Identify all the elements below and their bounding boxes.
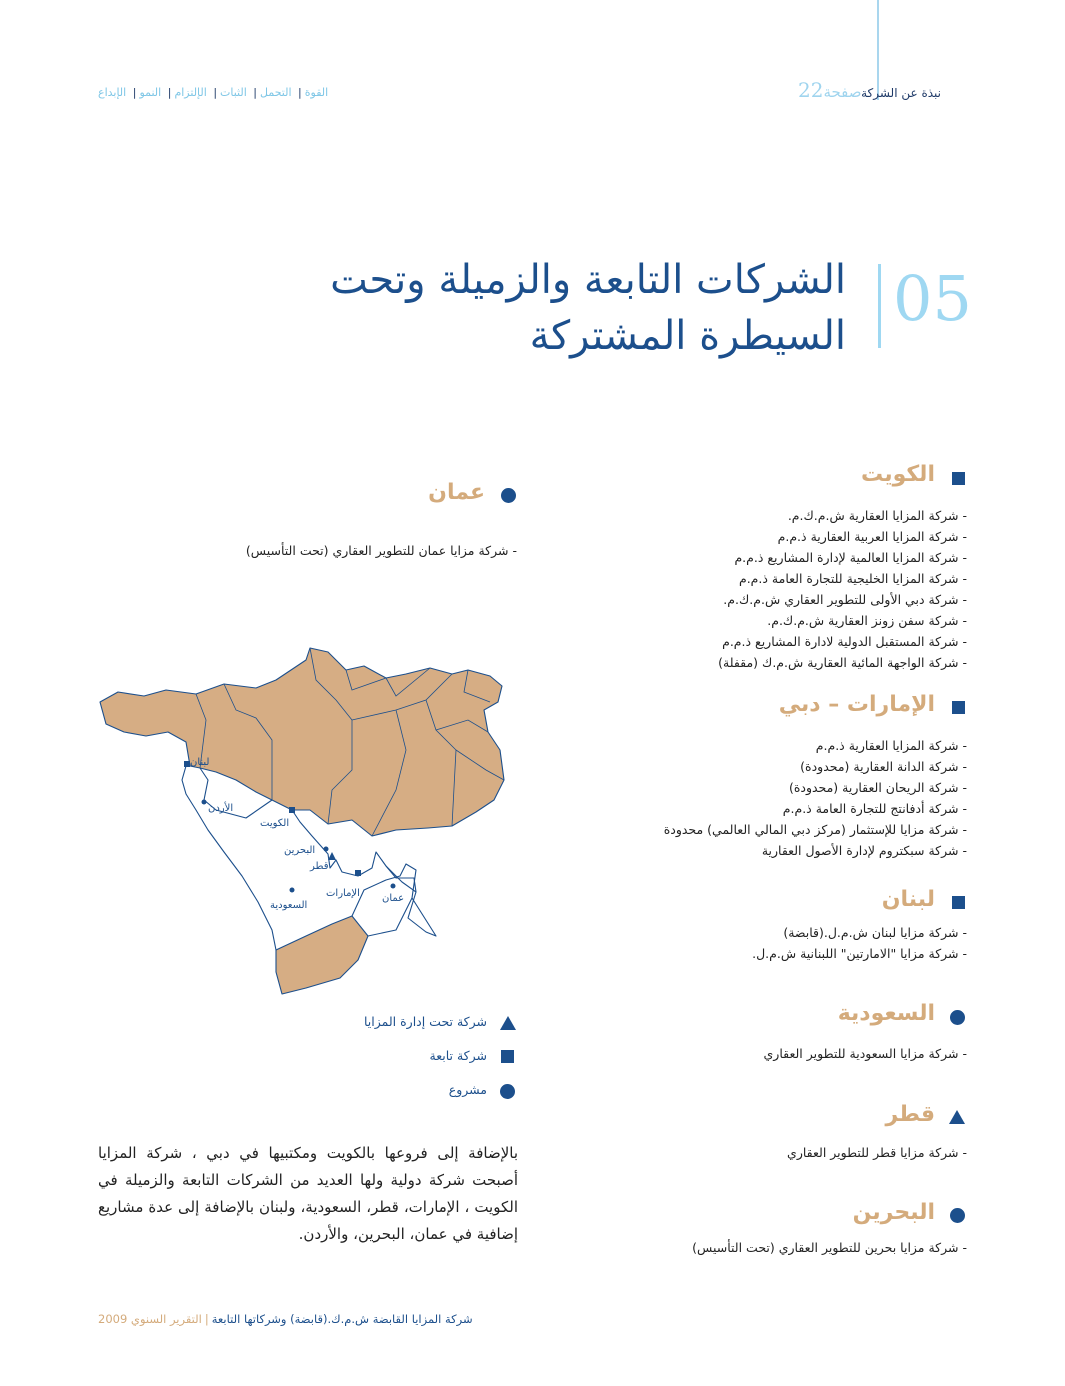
list-item: - شركة المزايا العالمية لإدارة المشاريع ذ.م.م xyxy=(734,550,967,565)
footer-company: شركة المزايا القابضة ش.م.ك.(قابضة) وشركاتها التابعة xyxy=(211,1312,473,1326)
map-marker-qatar xyxy=(328,852,336,860)
oman-heading: عمان xyxy=(428,480,485,505)
page-title xyxy=(146,252,846,364)
bahrain-heading: البحرين xyxy=(852,1200,935,1225)
header-divider xyxy=(877,0,879,100)
list-item: - شركة مزايا عمان للتطوير العقاري (تحت التأسيس) xyxy=(245,543,517,558)
map-marker-saudi xyxy=(290,888,295,893)
kuwait-heading: الكويت xyxy=(861,462,935,487)
circle-legend-icon xyxy=(500,1084,515,1099)
list-item: - شركة مزايا السعودية للتطوير العقاري xyxy=(763,1046,967,1061)
legend-managed: شركة تحت إدارة المزايا xyxy=(363,1014,487,1029)
list-item: - شركة مزايا للإستثمار (مركز دبي المالي العالمي) محدودة xyxy=(663,822,967,837)
value-creativity: الإبداع xyxy=(98,86,127,99)
header-section-title: نبذة عن الشركة xyxy=(861,86,941,100)
legend-subsidiary: شركة تابعة xyxy=(429,1048,487,1063)
triangle-legend-icon xyxy=(500,1016,516,1030)
square-bullet-icon xyxy=(952,896,965,909)
saudi-heading: السعودية xyxy=(837,1001,935,1026)
circle-bullet-icon xyxy=(950,1208,965,1223)
lebanon-heading: لبنان xyxy=(881,887,935,912)
legend-project: مشروع xyxy=(448,1082,487,1097)
list-item: - شركة سفن زونز العقارية ش.م.ك.م. xyxy=(767,613,967,628)
header-page xyxy=(798,78,862,102)
list-item: - شركة الريحان العقارية (محدودة) xyxy=(788,780,967,795)
uae-list xyxy=(664,735,967,861)
list-item: - شركة دبي الأولى للتطوير العقاري ش.م.ك.م. xyxy=(723,592,967,607)
map-label-oman: عمان xyxy=(382,893,405,904)
map-label-uae: الإمارات xyxy=(326,888,360,899)
circle-bullet-icon xyxy=(950,1010,965,1025)
map-label-saudi: السعودية xyxy=(270,900,308,911)
kuwait-list xyxy=(718,505,967,673)
list-item: - شركة المستقبل الدولية لادارة المشاريع ذ.م.م xyxy=(722,634,967,649)
northern-territory xyxy=(100,648,504,836)
map-label-lebanon: لبنان xyxy=(190,757,210,768)
uae-heading: الإمارات – دبي xyxy=(778,692,935,717)
square-bullet-icon xyxy=(952,701,965,714)
list-item: - شركة مزايا بحرين للتطوير العقاري (تحت التأسيس) xyxy=(692,1240,967,1255)
list-item: - شركة المزايا العقارية ش.م.ك.م. xyxy=(787,508,967,523)
footer-report: التقرير السنوي 2009 xyxy=(98,1312,202,1326)
list-item: - شركة أدفانتج للتجارة العامة ذ.م.م xyxy=(782,801,967,816)
yemen-territory xyxy=(276,916,368,994)
map-label-bahrain: البحرين xyxy=(284,845,316,856)
list-item: - شركة المزايا الخليجية للتجارة العامة ذ.م.م xyxy=(738,571,967,586)
list-item: - شركة الواجهة المائية العقارية ش.م.ك (مقفلة) xyxy=(718,655,967,670)
value-stability: الثبات xyxy=(220,86,247,99)
chapter-number: 05 xyxy=(893,262,972,335)
map-marker-jordan xyxy=(202,800,207,805)
map-label-qatar: قطر xyxy=(310,861,329,872)
square-bullet-icon xyxy=(952,472,965,485)
map-marker-oman xyxy=(391,884,396,889)
region-map xyxy=(96,640,520,1002)
list-item: - شركة الدانة العقارية (محدودة) xyxy=(800,759,967,774)
map-marker-uae xyxy=(355,870,361,876)
map-marker-bahrain xyxy=(324,847,329,852)
map-marker-lebanon xyxy=(184,761,190,767)
value-strength: القوة xyxy=(304,86,329,99)
list-item: - شركة مزايا لبنان ش.م.ل.(قابضة) xyxy=(783,925,967,940)
qatar-list xyxy=(787,1142,967,1163)
value-commitment: الإلتزام xyxy=(174,86,207,99)
saudi-list xyxy=(764,1043,968,1064)
bahrain-list xyxy=(692,1237,967,1258)
oman-list xyxy=(246,540,517,561)
map-label-jordan: الأردن xyxy=(208,803,234,814)
lebanon-list xyxy=(752,922,967,964)
value-endurance: التحمل xyxy=(260,86,292,99)
value-growth: النمو xyxy=(139,86,162,99)
map-marker-kuwait xyxy=(289,807,295,813)
title-line-2: السيطرة المشتركة xyxy=(529,313,846,359)
triangle-bullet-icon xyxy=(949,1110,965,1124)
title-divider xyxy=(878,264,881,348)
circle-bullet-icon xyxy=(501,488,516,503)
list-item: - شركة سبكتروم لإدارة الأصول العقارية xyxy=(761,843,967,858)
page-number: 22 xyxy=(798,78,824,102)
square-legend-icon xyxy=(501,1050,514,1063)
list-item: - شركة المزايا العقارية ذ.م.م xyxy=(815,738,967,753)
qatar-heading: قطر xyxy=(885,1102,935,1127)
body-paragraph: بالإضافة إلى فروعها بالكويت ومكتبيها في دبي ، شركة المزايا أصبحت شركة دولية ولها العديد من الشركات التابعة والزميلة في الكويت ، الإمارات، قطر، السعودية، ولبنان بالإضافة إلى عدة مشاريع إضافية في عمان، البحرين، والأردن. xyxy=(98,1144,518,1243)
list-item: - شركة مزايا "الامارتين" اللبنانية ش.م.ل. xyxy=(752,946,967,961)
map-label-kuwait: الكويت xyxy=(260,818,290,829)
header-values: القوة| التحمل| الثبات| الإلتزام| النمو| الإبداع xyxy=(98,86,329,99)
footer: شركة المزايا القابضة ش.م.ك.(قابضة) وشركاتها التابعة|التقرير السنوي 2009 xyxy=(98,1312,473,1326)
list-item: - شركة المزايا العربية العقارية ذ.م.م xyxy=(777,529,967,544)
list-item: - شركة مزايا قطر للتطوير العقاري xyxy=(787,1145,967,1160)
page-label: صفحة xyxy=(823,83,862,101)
title-line-1: الشركات التابعة والزميلة وتحت xyxy=(330,257,846,303)
